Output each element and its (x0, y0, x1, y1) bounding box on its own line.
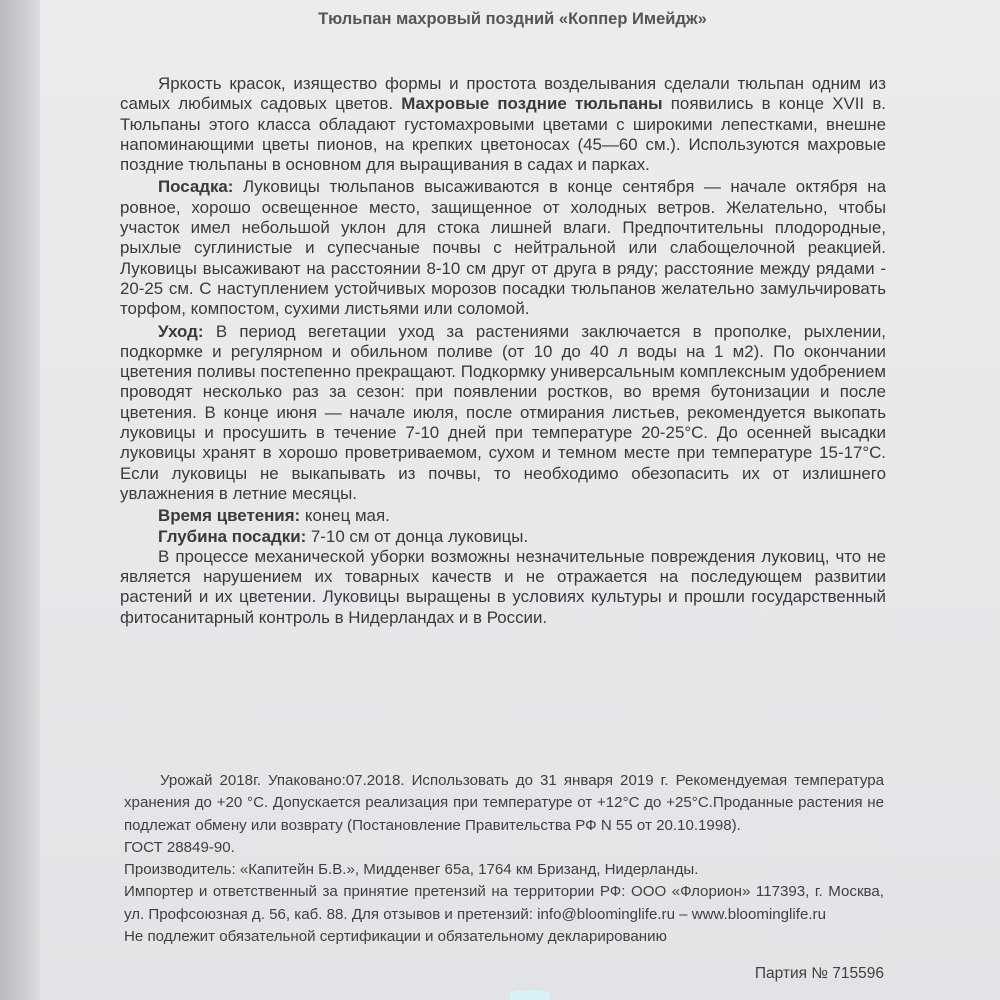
light-reflection (510, 990, 550, 1000)
planting-label: Посадка: (158, 177, 234, 197)
left-edge-strip (0, 0, 40, 1000)
page-title: Тюльпан махровый поздний «Коппер Имейдж» (318, 10, 707, 28)
bloom-time: Время цветения: конец мая. (158, 506, 390, 526)
bloom-label: Время цветения: (158, 506, 301, 526)
care-label: Уход: (158, 321, 204, 341)
manufacturer: Производитель: «Капитейн Б.В.», Мидденвег 65а, 1764 км Бризанд, Нидерланды. (124, 861, 699, 879)
storage-info: Урожай 2018г. Упаковано:07.2018. Использовать до 31 января 2019 г. Рекомендуемая температура хранения до +20 °С. Допускается реализация при температуре от +12°С до +25°С.Проданные растения не подлежат обмену или возврату (Постановление Правительства РФ N 55 от 20.10.1998). (124, 772, 884, 834)
gost: ГОСТ 28849-90. (124, 838, 235, 856)
planting-paragraph: Посадка: Луковицы тюльпанов высаживаются в конце сентября — начале октября на ровное, хорошо освещенное место, защищенное от холодных ветров. Желательно, чтобы участок имел небольшой уклон для стока лишней влаги. Предпочтительны плодородные, рыхлые суглинистые и супесчаные почвы с нейтральной или слабощелочной реакцией. Луковицы высаживают на расстоянии 8-10 см друг от друга в ряду; расстояние между рядами - 20-25 см. С наступлением устойчивых морозов посадки тюльпанов желательно замульчировать торфом, компостом, сухими листьями или соломой. (120, 177, 886, 319)
intro-highlight: Махровые поздние тюльпаны (401, 94, 663, 114)
note-paragraph: В процессе механической уборки возможны незначительные повреждения луковиц, что не является нарушением их товарных качеств и не отражается на последующем развитии растений и их цветении. Луковицы выращены в условиях культуры и прошли государственный фитосанитарный контроль в Нидерландах и в России. (120, 546, 886, 627)
importer: Импортер и ответственный за принятие претензий на территории РФ: ООО «Флорион» 117393, г. Москва, ул. Профсоюзная д. 56, каб. 88. Для отзывов и претензий: info@bloominglife.ru – www.bloominglife.ru (124, 883, 884, 923)
intro-paragraph: Яркость красок, изящество формы и простота возделывания сделали тюльпан одним из самых любимых садовых цветов. Махровые поздние тюльпаны появились в конце XVII в. Тюльпаны этого класса обладают густомахровыми цветами с широкими лепестками, внешне напоминающими цветы пионов, на крепких цветоносах (45—60 см.). Используются махровые поздние тюльпаны в основном для выращивания в садах и парках. (120, 74, 886, 175)
batch-number: Партия № 715596 (754, 965, 884, 982)
legal-footer (124, 770, 884, 948)
planting-depth: Глубина посадки: 7-10 см от донца луковицы. (158, 526, 529, 546)
description-body (120, 74, 886, 630)
depth-label: Глубина посадки: (158, 526, 307, 546)
certification-note: Не подлежит обязательной сертификации и обязательному декларированию (124, 928, 667, 946)
care-paragraph: Уход: В период вегетации уход за растениями заключается в прополке, рыхлении, подкормке и регулярном и обильном поливе (от 10 до 40 л воды на 1 м2). По окончании цветения поливы постепенно прекращают. Подкормку универсальным комплексным удобрением проводят несколько раз за сезон: при появлении ростков, во время бутонизации и после цветения. В конце июня — начале июля, после отмирания листьев, рекомендуется выкопать луковицы и просушить в течение 7-10 дней при температуре 20-25°С. До осенней высадки луковицы хранят в хорошо проветриваемом, сухом и темном месте при температуре 15-17°С. Если луковицы не выкапывать из почвы, то необходимо обезопасить их от излишнего увлажнения в летние месяцы. (120, 321, 886, 503)
